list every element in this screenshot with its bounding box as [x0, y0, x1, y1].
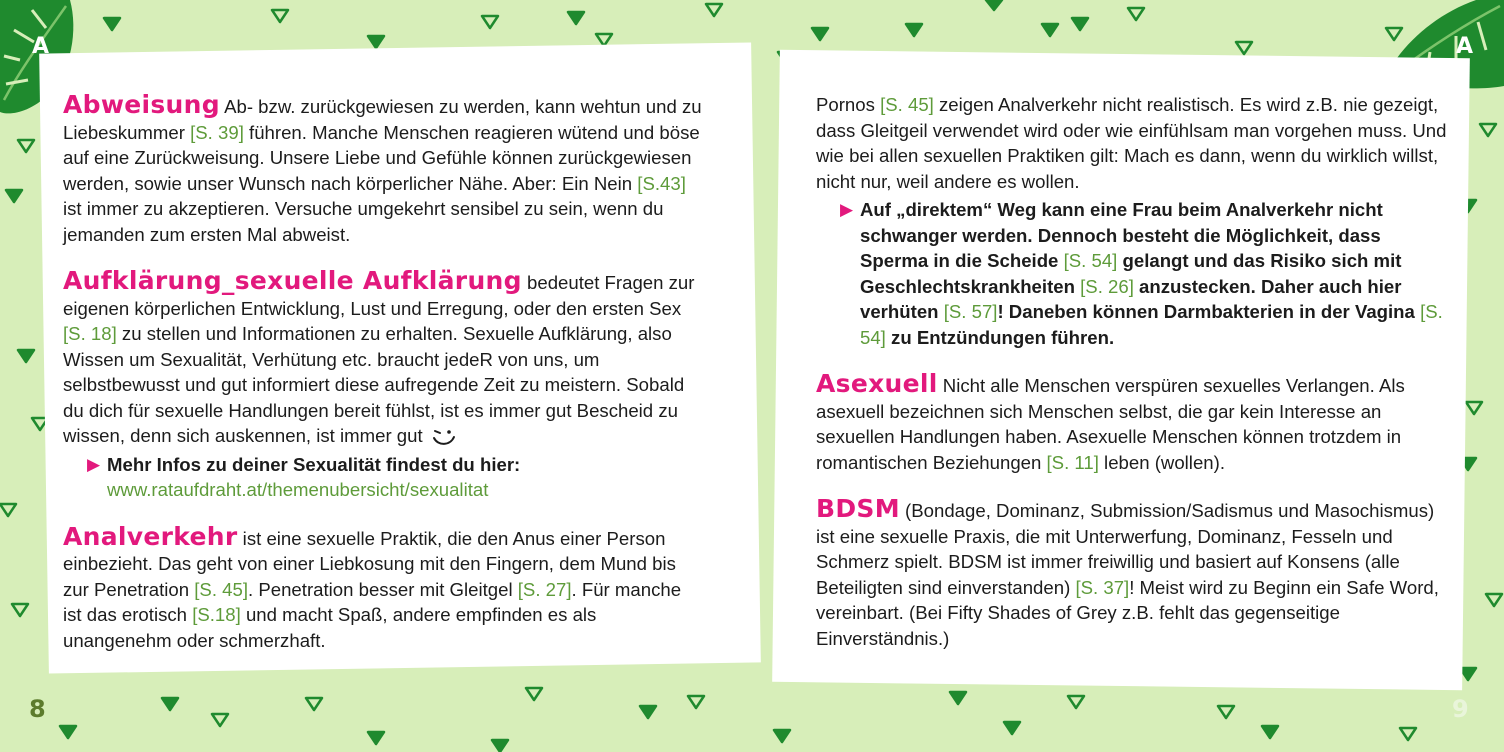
note-text-part: gelangt und das Risiko sich mit Geschlechtskrankheiten: [860, 250, 1402, 297]
pink-triangle-bullet-icon: ▶: [87, 454, 101, 474]
page-reference[interactable]: [S. 39]: [190, 121, 244, 143]
entry-text: ! Meist wird zu Beginn ein Safe Word, vereinbart. (Bei Fifty Shades of Grey z.B. fehlt das gegenseitige Einverständnis.): [816, 576, 1439, 649]
note-text-part: anzustecken. Daher auch hier verhüten: [860, 275, 1402, 322]
entry-bdsm: [816, 496, 1448, 651]
entry-aufklaerung: [63, 268, 703, 503]
page-reference[interactable]: [S.43]: [637, 172, 686, 194]
entry-text: Ab- bzw. zurückgewiesen zu werden, kann wehtun und zu Liebeskummer: [63, 96, 702, 143]
page-reference[interactable]: [S. 26]: [1080, 275, 1134, 297]
entry-text: zu stellen und Informationen zu erhalten. Sexuelle Aufklärung, also Wissen um Sexualität, Verhütung etc. braucht jedeR von uns, um selbstbewusst und gut informiert diese aufregende Zeit zu meistern. Sobald du dich für sexuelle Handlungen bereit fühlst, ist es immer gut Bescheid zu wissen, denn sich auskennen, ist immer gut: [63, 323, 685, 446]
term-heading: BDSM: [816, 494, 900, 523]
term-heading: Aufklärung_sexuelle Aufklärung: [63, 266, 522, 295]
note-text: [860, 197, 1448, 350]
entry-text: ist eine sexuelle Praktik, die den Anus einer Person einbezieht. Das geht von einer Liebkosung mit den Fingern, dem Mund bis zur Penetration: [63, 527, 676, 600]
entry-text: zeigen Analverkehr nicht realistisch. Es wird z.B. nie gezeigt, dass Gleitgeil verwendet wird oder wie einfühlsam man vorgehen muss. Und wie bei allen sexuellen Praktiken gilt: Mach es dann, wenn du wirklich willst, nicht nur, weil andere es wollen.: [816, 94, 1447, 192]
entry-text: ist immer zu akzeptieren. Versuche umgekehrt sensibel zu sein, wenn du jemanden zum ersten Mal abweist.: [63, 198, 664, 245]
page-reference[interactable]: [S. 45]: [880, 94, 934, 115]
edge-letter-left: A: [32, 34, 50, 59]
entry-text: . Für manche ist das erotisch: [63, 578, 682, 625]
left-column: [63, 92, 703, 674]
entry-text: und macht Spaß, andere empfinden es als unangenehm oder schmerzhaft.: [63, 604, 597, 651]
entry-abweisung: [63, 92, 703, 247]
page-reference[interactable]: [S. 57]: [943, 301, 998, 322]
entry-analverkehr: [63, 521, 703, 654]
entry-text: führen. Manche Menschen reagieren wütend und böse auf eine Zurückweisung. Unsere Liebe und Gefühle können zurückgewiesen werden, sowie unser Wunsch nach körperlicher Nähe. Aber: Ein Nein: [63, 121, 700, 194]
warning-note: [840, 197, 1448, 350]
term-heading: Analverkehr: [63, 521, 238, 551]
entry-text: Pornos: [816, 94, 881, 115]
sexualitat-link[interactable]: www.rataufdraht.at/themenubersicht/sexualitat: [107, 479, 489, 500]
entry-text: (Bondage, Dominanz, Submission/Sadismus und Masochismus) ist eine sexuelle Praxis, die mit Unterwerfung, Dominanz, Fesseln und Schmerz spielt. BDSM ist immer freiwillig und basiert auf Konsens (alle Beteiligten sind einverstanden): [816, 500, 1435, 598]
page-reference[interactable]: [S.18]: [192, 604, 241, 625]
info-note: [87, 452, 703, 503]
right-column: [816, 92, 1448, 672]
page-reference[interactable]: [S. 27]: [517, 578, 572, 600]
pink-triangle-bullet-icon: ▶: [840, 200, 854, 219]
note-text-part: zu Entzündungen führen.: [885, 326, 1115, 348]
page-reference[interactable]: [S. 11]: [1046, 451, 1099, 473]
page-reference[interactable]: [S. 37]: [1075, 576, 1130, 598]
term-heading: Asexuell: [816, 369, 938, 398]
entry-pornos: [816, 92, 1448, 350]
entry-asexuell: [816, 371, 1448, 475]
note-text-part: ! Daneben können Darmbakterien in der Vagina: [997, 301, 1421, 322]
page-number-left: 8: [29, 695, 46, 723]
entry-text: . Penetration besser mit Gleitgel: [248, 578, 518, 600]
note-text-part: Auf „direktem“ Weg kann eine Frau beim Analverkehr nicht schwanger werden. Dennoch besteht die Möglichkeit, dass Sperma in die Scheide: [860, 199, 1383, 271]
term-heading: Abweisung: [63, 90, 220, 119]
page-reference[interactable]: [S. 54]: [1063, 250, 1118, 271]
entry-text: bedeutet Fragen zur eigenen körperlichen Entwicklung, Lust und Erregung, oder den ersten Sex: [63, 272, 695, 319]
edge-letter-right: A: [1456, 34, 1474, 59]
page-reference[interactable]: [S. 18]: [63, 323, 117, 344]
page-reference[interactable]: [S. 54]: [860, 301, 1443, 348]
entry-text: leben (wollen).: [1098, 451, 1225, 473]
note-text: Mehr Infos zu deiner Sexualität findest du hier:: [107, 453, 521, 475]
entry-text: Nicht alle Menschen verspüren sexuelles Verlangen. Als asexuell bezeichnen sich Menschen selbst, die gar kein Interesse an sexuellen Handlungen haben. Asexuelle Menschen können trotzdem in romantischen Beziehungen: [816, 375, 1405, 473]
page-number-right: 9: [1452, 695, 1469, 723]
page-reference[interactable]: [S. 45]: [194, 578, 249, 600]
wink-smiley-icon: [431, 426, 457, 448]
